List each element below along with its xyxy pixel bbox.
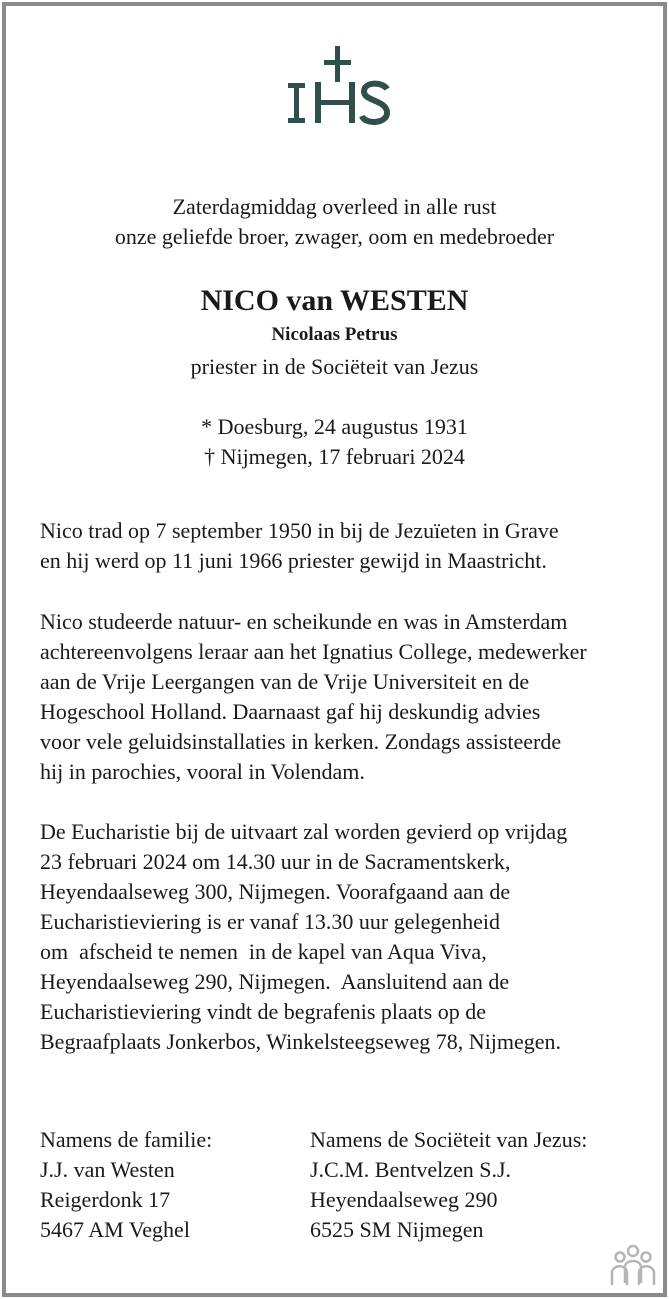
text-line: en hij werd op 11 juni 1966 priester gewijd in Maastricht. — [40, 548, 547, 573]
paragraph-3 — [40, 817, 650, 1057]
deceased-name: NICO van WESTEN — [200, 284, 469, 317]
intro-line: Zaterdagmiddag overleed in alle rust — [172, 194, 497, 219]
paragraph-2 — [40, 607, 650, 787]
text-line: De Eucharistie bij de uitvaart zal worden gevierd op vrijdag — [40, 819, 568, 844]
text-line: 6525 SM Nijmegen — [310, 1217, 484, 1242]
role: priester in de Sociëteit van Jezus — [190, 354, 479, 379]
text-line: Begraafplaats Jonkerbos, Winkelsteegseweg 78, Nijmegen. — [40, 1029, 562, 1054]
text-line: om afscheid te nemen in de kapel van Aqua Viva, — [40, 939, 487, 964]
ihs-cross-logo — [285, 42, 395, 132]
text-line: J.C.M. Bentvelzen S.J. — [310, 1157, 512, 1182]
text-line: Namens de familie: — [40, 1127, 213, 1152]
text-line: achtereenvolgens leraar aan het Ignatius College, medewerker — [40, 639, 587, 664]
text-line: Nico trad op 7 september 1950 in bij de Jezuïeten in Grave — [40, 518, 559, 543]
text-line: Reigerdonk 17 — [40, 1187, 171, 1212]
text-line: Heyendaalseweg 290 — [310, 1187, 498, 1212]
text-line: 23 februari 2024 om 14.30 uur in de Sacramentskerk, — [40, 849, 511, 874]
society-signature — [310, 1125, 650, 1245]
people-group-icon — [608, 1243, 658, 1287]
text-line: Eucharistieviering is er vanaf 13.30 uur gelegenheid — [40, 909, 501, 934]
death-line: † Nijmegen, 17 februari 2024 — [204, 444, 465, 469]
text-line: 5467 AM Veghel — [40, 1217, 190, 1242]
text-line: Eucharistieviering vindt de begrafenis plaats op de — [40, 999, 486, 1024]
text-line: aan de Vrije Leergangen van de Vrije Universiteit en de — [40, 669, 530, 694]
text-line: hij in parochies, vooral in Volendam. — [40, 759, 365, 784]
birth-line: * Doesburg, 24 augustus 1931 — [201, 414, 468, 439]
text-line: Namens de Sociëteit van Jezus: — [310, 1127, 588, 1152]
family-signature — [40, 1125, 300, 1245]
text-line: Hogeschool Holland. Daarnaast gaf hij deskundig advies — [40, 699, 541, 724]
text-line: Nico studeerde natuur- en scheikunde en was in Amsterdam — [40, 609, 568, 634]
text-line: voor vele geluidsinstallaties in kerken. Zondags assisteerde — [40, 729, 562, 754]
full-name: Nicolaas Petrus — [271, 324, 398, 345]
paragraph-1 — [40, 516, 650, 576]
text-line: Heyendaalseweg 300, Nijmegen. Voorafgaand aan de — [40, 879, 511, 904]
intro-line: onze geliefde broer, zwager, oom en medebroeder — [114, 224, 555, 249]
text-line: J.J. van Westen — [40, 1157, 175, 1182]
text-line: Heyendaalseweg 290, Nijmegen. Aansluitend aan de — [40, 969, 510, 994]
